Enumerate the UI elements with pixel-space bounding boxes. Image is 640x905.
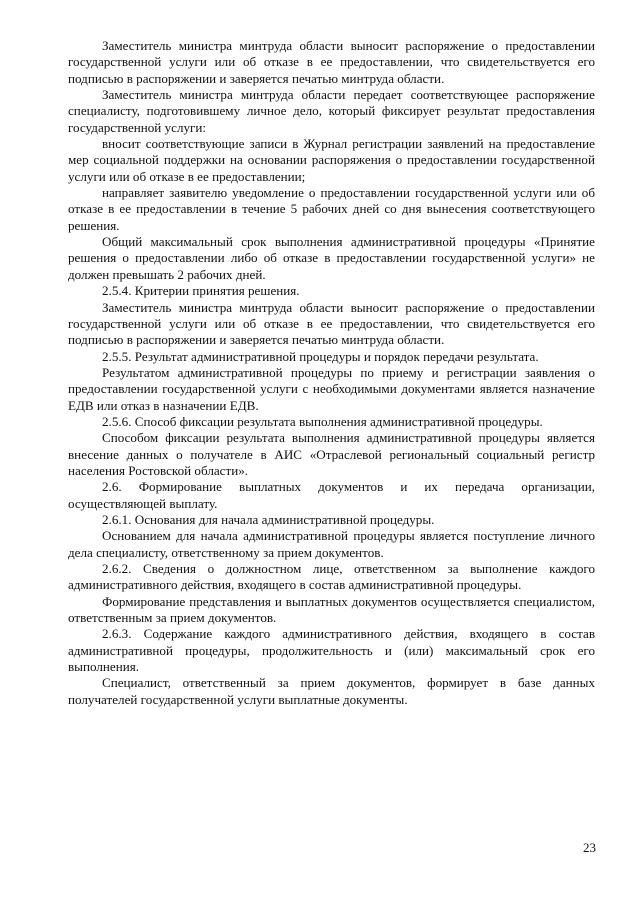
section-heading: 2.5.4. Критерии принятия решения. <box>102 283 300 299</box>
section-heading: 2.6.1. Основания для начала административной процедуры. <box>102 511 435 527</box>
paragraph: Общий максимальный срок выполнения административной процедуры «Принятие решения о предоставлении либо об отказе в предоставлении государственной услуги» не должен превышать 2 рабочих дней. <box>68 234 595 282</box>
section-heading: 2.5.5. Результат административной процедуры и порядок передачи результата. <box>102 348 539 364</box>
paragraph: направляет заявителю уведомление о предоставлении государственной услуги или об отказе в ее предоставлении в течение 5 рабочих дней со дня вынесения соответствующего решения. <box>68 185 595 233</box>
paragraph: вносит соответствующие записи в Журнал регистрации заявлений на предоставление мер социальной поддержки на основании распоряжения о предоставлении государственной услуги или об отказе в ее предоставлении; <box>68 136 595 184</box>
paragraph: Основанием для начала административной процедуры является поступление личного дела специалисту, ответственному за прием документов. <box>68 528 595 560</box>
section-heading: 2.6.2. Сведения о должностном лице, ответственном за выполнение каждого административного действия, входящего в состав административной процедуры. <box>68 561 595 593</box>
paragraph: Заместитель министра минтруда области выносит распоряжение о предоставлении государственной услуги или об отказе в ее предоставлении, что свидетельствуется его подписью в распоряжении и заверяется печатью минтруда области. <box>68 38 595 86</box>
paragraph: Заместитель министра минтруда области передает соответствующее распоряжение специалисту, подготовившему личное дело, который фиксирует результат предоставления государственной услуги: <box>68 87 595 135</box>
paragraph: Заместитель министра минтруда области выносит распоряжение о предоставлении государственной услуги или об отказе в ее предоставлении, что свидетельствуется его подписью в распоряжении и заверяется печатью минтруда области. <box>68 299 595 348</box>
paragraph: Специалист, ответственный за прием документов, формирует в базе данных получателей государственной услуги выплатные документы. <box>68 675 595 707</box>
section-heading: 2.6. Формирование выплатных документов и их передача организации, осуществляющей выплату. <box>68 479 595 511</box>
section-heading: 2.6.3. Содержание каждого административного действия, входящего в состав административной процедуры, продолжительность и (или) максимальный срок его выполнения. <box>68 626 595 675</box>
page-number: 23 <box>583 840 596 855</box>
document-body <box>68 38 595 708</box>
paragraph: Способом фиксации результата выполнения административной процедуры является внесение данных о получателе в АИС «Отраслевой региональный социальный регистр населения Ростовской области». <box>68 430 595 478</box>
section-heading: 2.5.6. Способ фиксации результата выполнения административной процедуры. <box>102 413 543 429</box>
paragraph: Формирование представления и выплатных документов осуществляется специалистом, ответственным за прием документов. <box>68 593 595 626</box>
paragraph: Результатом административной процедуры по приему и регистрации заявления о предоставлении государственной услуги с необходимыми документами является назначение ЕДВ или отказ в назначении ЕДВ. <box>68 364 595 413</box>
